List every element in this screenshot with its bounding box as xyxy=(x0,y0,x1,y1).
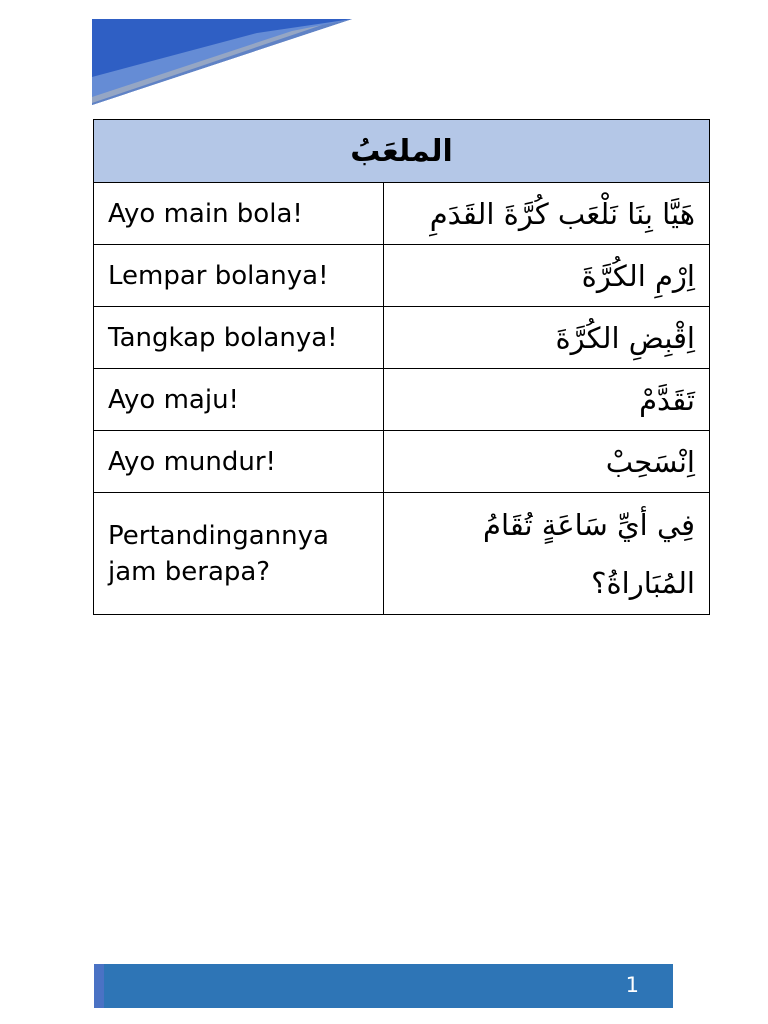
table-row xyxy=(94,369,710,431)
table-row xyxy=(94,245,710,307)
table-row xyxy=(94,431,710,493)
arabic-phrase: اِقْبِضِ الكُرَّةَ xyxy=(384,307,710,369)
latin-phrase: Ayo mundur! xyxy=(94,431,384,493)
arabic-phrase: تَقَدَّمْ xyxy=(384,369,710,431)
table-title-row xyxy=(94,120,710,183)
page-number: 1 xyxy=(625,973,639,997)
latin-phrase: Lempar bolanya! xyxy=(94,245,384,307)
latin-phrase: Tangkap bolanya! xyxy=(94,307,384,369)
footer-bar xyxy=(94,964,673,1008)
footer-bar-edge xyxy=(94,964,104,1008)
table-row xyxy=(94,183,710,245)
arabic-phrase: اِنْسَحِبْ xyxy=(384,431,710,493)
table-title: الملعَبُ xyxy=(94,120,710,183)
latin-phrase: Pertandingannya jam berapa? xyxy=(94,493,384,615)
header-banner xyxy=(92,19,354,105)
latin-phrase: Ayo main bola! xyxy=(94,183,384,245)
table-row xyxy=(94,493,710,615)
header-banner-graphic xyxy=(92,19,354,105)
arabic-phrase: اِرْمِ الكُرَّةَ xyxy=(384,245,710,307)
table-row xyxy=(94,307,710,369)
arabic-phrase: فِي أيِّ سَاعَةٍ تُقَامُ المُبَاراةُ؟ xyxy=(384,493,710,615)
arabic-phrase: هَيَّا بِنَا نَلْعَب كُرَّةَ القَدَمِ xyxy=(384,183,710,245)
vocabulary-table xyxy=(93,119,710,615)
latin-phrase: Ayo maju! xyxy=(94,369,384,431)
